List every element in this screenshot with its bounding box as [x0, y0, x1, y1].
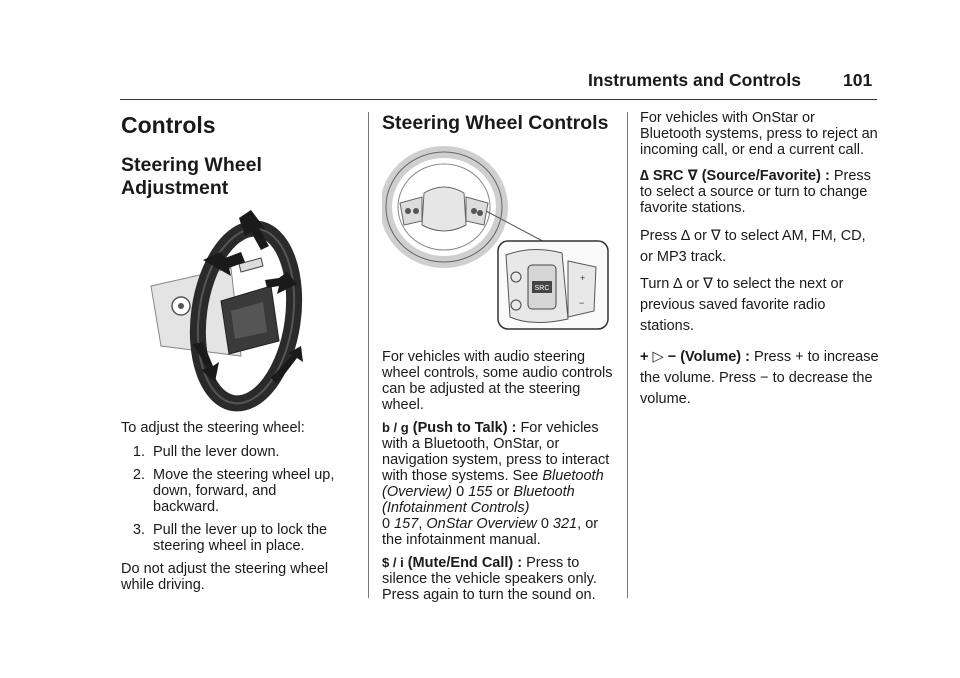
page-ref-arrow-icon: 0: [540, 516, 549, 532]
press-word: Press: [640, 228, 678, 244]
src-label: (Source/Favorite) :: [701, 168, 830, 184]
minus-symbol: −: [667, 349, 677, 365]
src-down-icon: ∇: [687, 168, 698, 184]
list-item: [121, 522, 341, 554]
subsection-title-line1: Steering Wheel: [121, 154, 262, 176]
src-word: SRC: [652, 168, 684, 184]
or-word: or: [686, 276, 700, 292]
steering-wheel-adjust-illustration: [121, 206, 341, 416]
mute-text: Press to silence the vehicle speakers only. Press again to turn the sound on.: [382, 555, 597, 603]
page-ref-arrow-icon: 0: [456, 484, 465, 500]
push-to-talk-icon: b / g: [382, 420, 409, 435]
column-divider-right: [627, 112, 628, 598]
list-item: [121, 444, 341, 460]
page-header-title: Instruments and Controls: [588, 70, 801, 90]
ptt-tail-text: or the infotainment manual.: [382, 516, 599, 548]
src-button-label: SRC: [534, 285, 550, 292]
column-left: [121, 108, 341, 593]
onstar-overview-link[interactable]: OnStar Overview: [426, 516, 537, 532]
turn-text: to select the next or previous saved favorite radio stations.: [640, 276, 844, 334]
column-middle: [382, 108, 614, 603]
push-to-talk-label: (Push to Talk) :: [412, 420, 517, 436]
bluetooth-overview-link[interactable]: Bluetooth (Overview): [382, 468, 604, 500]
plus-symbol: +: [640, 349, 649, 365]
step-number: 1.: [132, 444, 145, 460]
turn-word: Turn: [640, 276, 670, 292]
or-word: or: [694, 228, 707, 244]
turn-paragraph: [640, 274, 880, 337]
warning-text: Do not adjust the steering wheel while driving.: [121, 561, 329, 593]
intro-text: To adjust the steering wheel:: [121, 420, 305, 436]
mute-label: (Mute/End Call) :: [407, 555, 523, 571]
page-number: 101: [843, 70, 873, 90]
or-text: or: [496, 484, 510, 500]
step-text: Pull the lever up to lock the steering wheel in place.: [153, 522, 328, 554]
step-text: Pull the lever down.: [153, 444, 280, 460]
subsection-title-line2: Adjustment: [121, 177, 229, 199]
mute-continued-text: For vehicles with OnStar or Bluetooth systems, press to reject an incoming call, or end a current call.: [640, 110, 878, 158]
volume-label: (Volume) :: [680, 349, 750, 365]
controls-intro: For vehicles with audio steering wheel controls, some audio controls can be adjusted at the steering wheel.: [382, 349, 613, 413]
src-up-icon: ∆: [640, 168, 649, 184]
step-number: 2.: [132, 467, 145, 483]
svg-text:+: +: [580, 273, 586, 283]
header-rule: [120, 99, 877, 100]
src-paragraph: [640, 168, 880, 216]
src-text: Press to select a source or turn to change favorite stations.: [640, 168, 871, 216]
step-number: 3.: [132, 522, 145, 538]
press-paragraph: [640, 226, 880, 268]
svg-text:−: −: [579, 298, 585, 308]
up-icon: ∆: [673, 276, 683, 292]
push-to-talk-paragraph: b / g (Push to Talk) : For vehicles with a Bluetooth, OnStar, or navigation system, press to interact with those systems. See Bluetooth (Overview) 0 155 or Bluetooth (Infotainment Controls) 0 157, OnStar Overview 0 321, or the infotainment manual.: [382, 420, 610, 548]
steps-list: [121, 444, 341, 554]
push-to-talk-text: For vehicles with a Bluetooth, OnStar, or navigation system, press to interact with those systems. See: [382, 420, 610, 484]
section-title: Controls: [121, 112, 216, 138]
section-title-controls: Steering Wheel Controls: [382, 112, 609, 134]
mute-paragraph: [382, 555, 614, 603]
volume-icon: ▷: [652, 349, 664, 365]
list-item: [121, 467, 341, 515]
page-ref[interactable]: 321: [552, 516, 578, 532]
column-right: [640, 108, 880, 410]
steering-wheel-controls-illustration: [382, 141, 612, 339]
step-text: Move the steering wheel up, down, forward, and backward.: [153, 467, 335, 515]
down-icon: ∇: [710, 228, 721, 244]
volume-paragraph: [640, 347, 880, 410]
page-ref[interactable]: 157: [394, 516, 419, 532]
mute-end-call-icon: $ / i: [382, 555, 404, 570]
volume-text: Press + to increase the volume. Press − to decrease the volume.: [640, 349, 879, 407]
column-divider-left: [368, 112, 369, 598]
up-icon: ∆: [681, 228, 690, 244]
down-icon: ∇: [703, 276, 713, 292]
page-ref[interactable]: 155: [468, 484, 493, 500]
bluetooth-infotainment-link[interactable]: Bluetooth (Infotainment Controls): [382, 484, 575, 516]
press-text: to select AM, FM, CD, or MP3 track.: [640, 228, 866, 265]
page-ref-arrow-icon: 0: [382, 516, 391, 532]
